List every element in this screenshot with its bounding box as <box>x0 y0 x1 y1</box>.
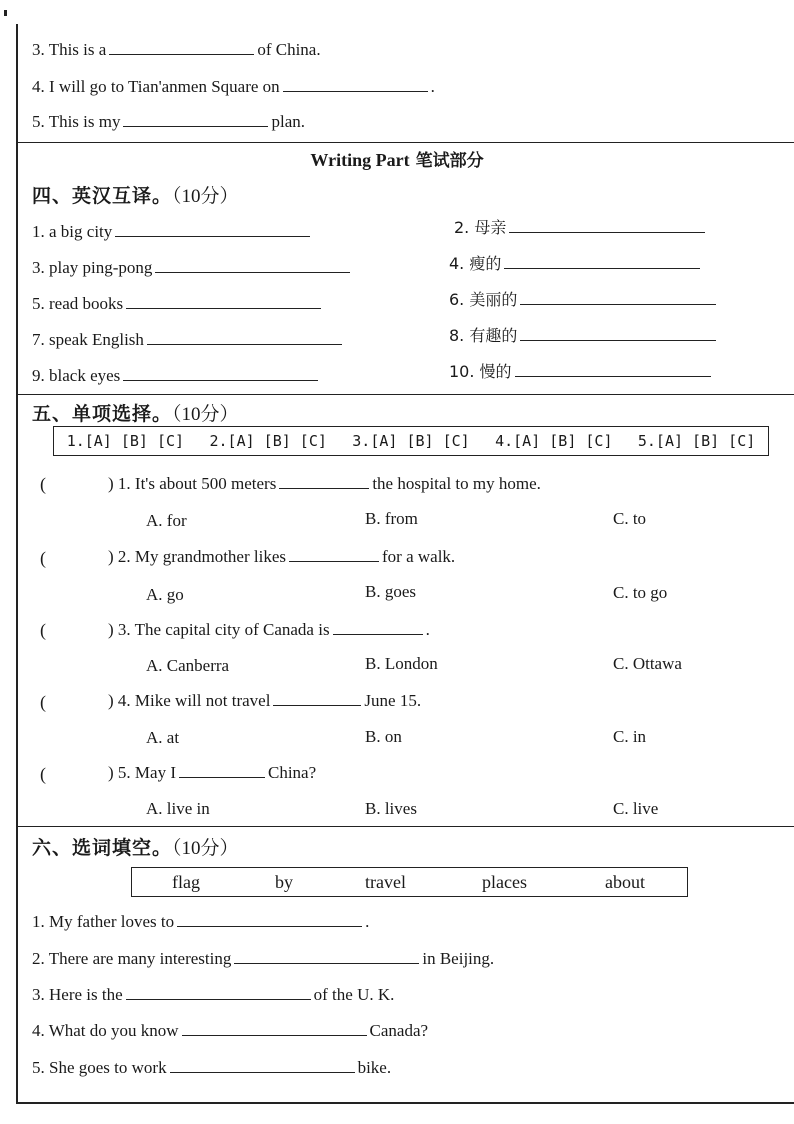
answer-key-4[interactable]: 4.[A] [B] [C] <box>495 432 613 450</box>
translate-item-10: 10. 慢的 <box>449 362 714 382</box>
answer-key-3[interactable]: 3.[A] [B] [C] <box>352 432 470 450</box>
section4-title: 四、英汉互译。（10分） <box>32 185 239 207</box>
word-by: by <box>275 872 293 892</box>
option-a[interactable]: A. at <box>146 728 180 747</box>
answer-blank[interactable] <box>234 962 419 964</box>
option-c[interactable]: C. live <box>613 799 659 818</box>
question-1: ) 1. It's about 500 meters the hospital to my home. <box>108 474 541 493</box>
section6-title: 六、选词填空。（10分） <box>32 837 239 859</box>
option-c[interactable]: C. in <box>613 727 647 746</box>
option-c[interactable]: C. to <box>613 509 647 528</box>
answer-sheet-box <box>53 426 769 456</box>
answer-blank <box>289 560 379 562</box>
word-bank-box <box>131 867 688 897</box>
answer-blank <box>179 776 265 778</box>
translate-item-4: 4. 瘦的 <box>449 254 703 274</box>
answer-key-5[interactable]: 5.[A] [B] [C] <box>637 432 756 450</box>
answer-blank <box>273 704 361 706</box>
answer-blank[interactable] <box>283 90 428 92</box>
answer-blank[interactable] <box>126 307 321 309</box>
answer-paren[interactable]: ( <box>40 474 46 494</box>
option-c[interactable]: C. to go <box>613 583 668 602</box>
translate-item-9: 9. black eyes <box>32 366 321 386</box>
option-b[interactable]: B. lives <box>365 799 417 818</box>
answer-blank[interactable] <box>123 125 268 127</box>
question-5: ) 5. May I China? <box>108 763 317 782</box>
answer-paren[interactable]: ( <box>40 548 46 568</box>
blank-fill-item-1: 1. My father loves to . <box>32 912 370 931</box>
word-places: places <box>482 872 527 892</box>
translate-item-5: 5. read books <box>32 294 324 314</box>
translate-item-8: 8. 有趣的 <box>449 326 719 346</box>
answer-key-1[interactable]: 1.[A] [B] [C] <box>66 432 185 450</box>
answer-blank[interactable] <box>123 379 318 381</box>
answer-blank[interactable] <box>504 267 700 269</box>
answer-blank[interactable] <box>520 339 716 341</box>
option-a[interactable]: A. for <box>146 511 187 530</box>
option-b[interactable]: B. goes <box>365 582 416 601</box>
answer-paren[interactable]: ( <box>40 620 46 640</box>
answer-blank[interactable] <box>155 271 350 273</box>
question-2: ) 2. My grandmother likes for a walk. <box>108 547 456 566</box>
answer-blank[interactable] <box>520 303 716 305</box>
option-a[interactable]: A. Canberra <box>146 656 230 675</box>
blank-fill-item-4: 4. What do you know Canada? <box>32 1021 429 1040</box>
answer-blank[interactable] <box>509 231 705 233</box>
fill-item-3: 3. This is a of China. <box>32 40 321 59</box>
option-a[interactable]: A. live in <box>146 799 210 818</box>
answer-blank <box>279 487 369 489</box>
section5-title: 五、单项选择。（10分） <box>32 403 239 425</box>
translate-item-2: 2. 母亲 <box>454 218 708 238</box>
translate-item-3: 3. play ping-pong <box>32 258 353 278</box>
answer-blank[interactable] <box>109 53 254 55</box>
question-4: ) 4. Mike will not travel June 15. <box>108 691 422 710</box>
fill-item-5: 5. This is my plan. <box>32 112 306 131</box>
scan-mark <box>4 10 7 16</box>
word-travel: travel <box>365 872 406 892</box>
section-divider <box>16 394 794 395</box>
answer-blank[interactable] <box>126 998 311 1000</box>
option-c[interactable]: C. Ottawa <box>613 654 682 673</box>
question-3: ) 3. The capital city of Canada is . <box>108 620 430 639</box>
writing-part-title: Writing Part 笔试部分 <box>310 150 484 171</box>
answer-blank[interactable] <box>115 235 310 237</box>
answer-blank[interactable] <box>147 343 342 345</box>
answer-blank[interactable] <box>515 375 711 377</box>
answer-blank <box>333 633 423 635</box>
answer-blank[interactable] <box>177 925 362 927</box>
translate-item-6: 6. 美丽的 <box>449 290 719 310</box>
blank-fill-item-2: 2. There are many interesting in Beijing. <box>32 949 495 968</box>
section-divider <box>16 826 794 827</box>
word-flag: flag <box>172 872 200 892</box>
translate-item-1: 1. a big city <box>32 222 313 242</box>
word-about: about <box>605 872 645 892</box>
answer-paren[interactable]: ( <box>40 692 46 712</box>
option-b[interactable]: B. London <box>365 654 438 673</box>
translate-item-7: 7. speak English <box>32 330 345 350</box>
answer-paren[interactable]: ( <box>40 764 46 784</box>
fill-item-4: 4. I will go to Tian'anmen Square on . <box>32 77 435 96</box>
option-b[interactable]: B. on <box>365 727 402 746</box>
blank-fill-item-3: 3. Here is the of the U. K. <box>32 985 395 1004</box>
option-a[interactable]: A. go <box>146 585 184 604</box>
answer-blank[interactable] <box>170 1071 355 1073</box>
blank-fill-item-5: 5. She goes to work bike. <box>32 1058 392 1077</box>
option-b[interactable]: B. from <box>365 509 418 528</box>
answer-blank[interactable] <box>182 1034 367 1036</box>
answer-key-2[interactable]: 2.[A] [B] [C] <box>209 432 327 450</box>
section-divider <box>16 142 794 143</box>
